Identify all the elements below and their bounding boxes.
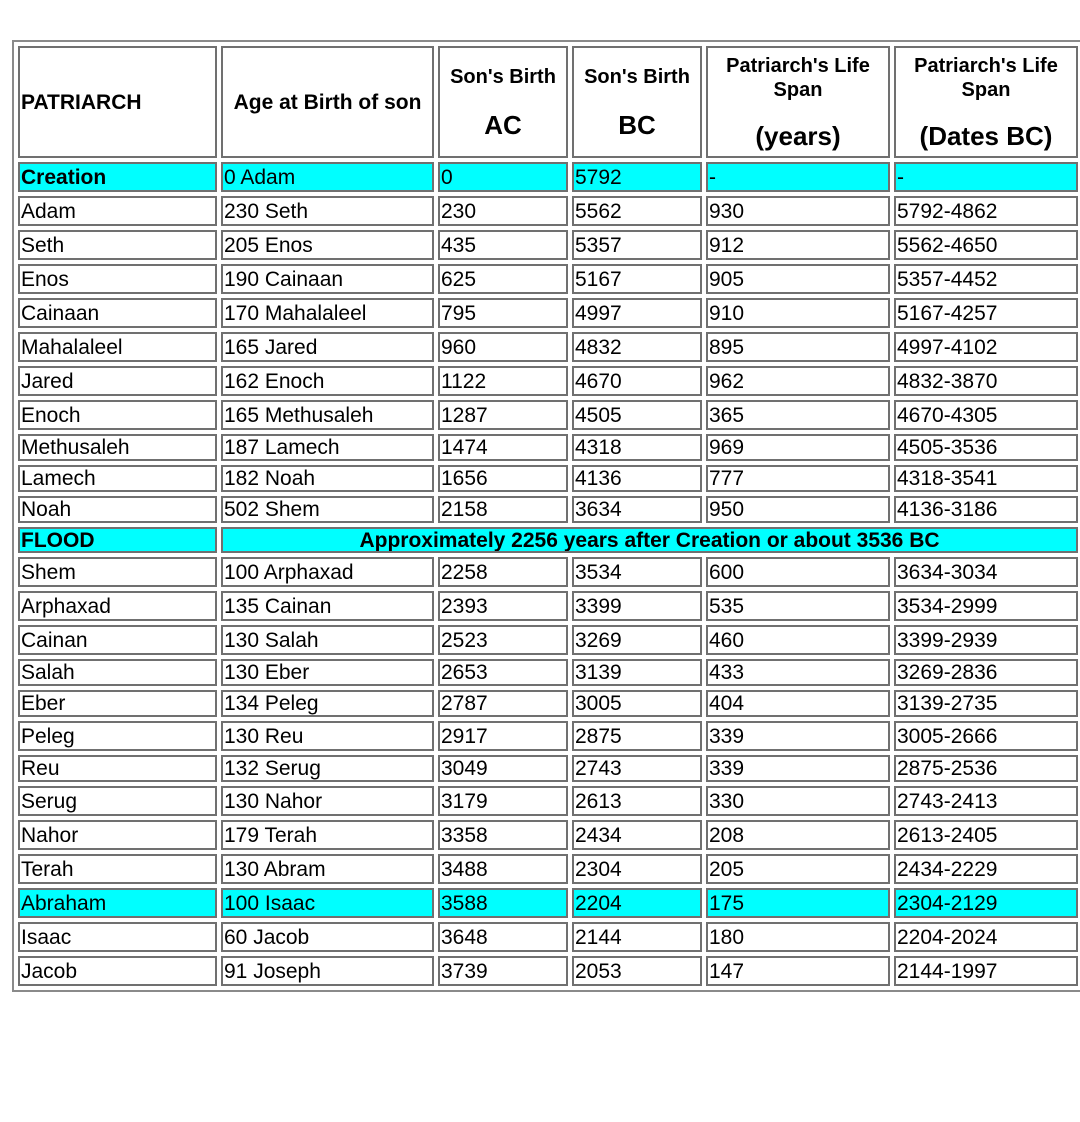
cell-bc: 2204 xyxy=(572,888,702,918)
cell-bc: 3534 xyxy=(572,557,702,587)
header-patriarch: PATRIARCH xyxy=(18,46,217,158)
cell-bc: 4832 xyxy=(572,332,702,362)
header-life-span-dates-unit: (Dates BC) xyxy=(919,121,1053,151)
cell-dates: 4832-3870 xyxy=(894,366,1078,396)
header-son-birth-ac-label: Son's Birth xyxy=(450,66,556,88)
table-row xyxy=(18,298,1078,328)
cell-bc: 3269 xyxy=(572,625,702,655)
cell-age-son: 182 Noah xyxy=(221,465,434,492)
cell-patriarch: Lamech xyxy=(18,465,217,492)
cell-age-son: 165 Methusaleh xyxy=(221,400,434,430)
cell-dates: 2304-2129 xyxy=(894,888,1078,918)
cell-bc: 4997 xyxy=(572,298,702,328)
flood-message: Approximately 2256 years after Creation or about 3536 BC xyxy=(221,527,1078,553)
cell-bc: 5167 xyxy=(572,264,702,294)
cell-age-son: 162 Enoch xyxy=(221,366,434,396)
cell-years: 905 xyxy=(706,264,890,294)
cell-years: 962 xyxy=(706,366,890,396)
cell-years: 404 xyxy=(706,690,890,717)
cell-ac: 1122 xyxy=(438,366,568,396)
cell-ac: 2653 xyxy=(438,659,568,686)
cell-ac: 2523 xyxy=(438,625,568,655)
cell-years: 208 xyxy=(706,820,890,850)
header-life-span-years xyxy=(706,46,890,158)
cell-patriarch: Jared xyxy=(18,366,217,396)
cell-years: 433 xyxy=(706,659,890,686)
cell-years: 777 xyxy=(706,465,890,492)
cell-dates: 2434-2229 xyxy=(894,854,1078,884)
cell-years: 339 xyxy=(706,721,890,751)
cell-years: 175 xyxy=(706,888,890,918)
cell-patriarch: Eber xyxy=(18,690,217,717)
cell-years: 460 xyxy=(706,625,890,655)
cell-ac: 2917 xyxy=(438,721,568,751)
cell-years: 180 xyxy=(706,922,890,952)
cell-dates: 3139-2735 xyxy=(894,690,1078,717)
cell-dates: 2204-2024 xyxy=(894,922,1078,952)
table-row xyxy=(18,465,1078,492)
cell-bc: 2613 xyxy=(572,786,702,816)
cell-ac: 3588 xyxy=(438,888,568,918)
cell-bc: 2434 xyxy=(572,820,702,850)
cell-bc: 5792 xyxy=(572,162,702,192)
table-row xyxy=(18,755,1078,782)
header-son-birth-bc xyxy=(572,46,702,158)
table-row xyxy=(18,820,1078,850)
cell-ac: 1474 xyxy=(438,434,568,461)
cell-dates: 4505-3536 xyxy=(894,434,1078,461)
cell-ac: 2258 xyxy=(438,557,568,587)
cell-years: 930 xyxy=(706,196,890,226)
header-life-span-years-unit: (years) xyxy=(755,121,841,151)
header-son-birth-bc-label: Son's Birth xyxy=(584,66,690,88)
cell-years: 365 xyxy=(706,400,890,430)
creation-row xyxy=(18,162,1078,192)
cell-bc: 3139 xyxy=(572,659,702,686)
cell-patriarch: Abraham xyxy=(18,888,217,918)
table-row xyxy=(18,659,1078,686)
cell-ac: 795 xyxy=(438,298,568,328)
cell-years: 205 xyxy=(706,854,890,884)
cell-age-son: 230 Seth xyxy=(221,196,434,226)
cell-age-son: 130 Abram xyxy=(221,854,434,884)
cell-bc: 3634 xyxy=(572,496,702,523)
cell-ac: 960 xyxy=(438,332,568,362)
cell-age-son: 100 Arphaxad xyxy=(221,557,434,587)
table-row xyxy=(18,786,1078,816)
cell-age-son: 130 Eber xyxy=(221,659,434,686)
cell-dates: 3534-2999 xyxy=(894,591,1078,621)
cell-dates: 5357-4452 xyxy=(894,264,1078,294)
cell-patriarch: Seth xyxy=(18,230,217,260)
cell-age-son: 187 Lamech xyxy=(221,434,434,461)
cell-dates: 2613-2405 xyxy=(894,820,1078,850)
cell-patriarch: Peleg xyxy=(18,721,217,751)
header-life-span-years-label: Patriarch's Life Span xyxy=(726,55,870,101)
cell-patriarch: Jacob xyxy=(18,956,217,986)
cell-age-son: 91 Joseph xyxy=(221,956,434,986)
cell-ac: 1656 xyxy=(438,465,568,492)
cell-bc: 3399 xyxy=(572,591,702,621)
cell-bc: 4136 xyxy=(572,465,702,492)
table-row xyxy=(18,332,1078,362)
cell-dates: 4670-4305 xyxy=(894,400,1078,430)
flood-row xyxy=(18,527,1078,553)
abraham-row xyxy=(18,888,1078,918)
cell-years: 339 xyxy=(706,755,890,782)
cell-dates: 3399-2939 xyxy=(894,625,1078,655)
cell-ac: 0 xyxy=(438,162,568,192)
cell-years: 969 xyxy=(706,434,890,461)
cell-patriarch: Creation xyxy=(18,162,217,192)
cell-age-son: 130 Reu xyxy=(221,721,434,751)
cell-dates: 2875-2536 xyxy=(894,755,1078,782)
table-row xyxy=(18,496,1078,523)
header-son-birth-ac-unit: AC xyxy=(484,110,522,140)
cell-patriarch: Cainaan xyxy=(18,298,217,328)
cell-dates: 3005-2666 xyxy=(894,721,1078,751)
table-row xyxy=(18,264,1078,294)
cell-patriarch: Adam xyxy=(18,196,217,226)
cell-bc: 2053 xyxy=(572,956,702,986)
table-row xyxy=(18,625,1078,655)
cell-dates: 2743-2413 xyxy=(894,786,1078,816)
cell-bc: 4505 xyxy=(572,400,702,430)
cell-patriarch: Methusaleh xyxy=(18,434,217,461)
header-life-span-dates xyxy=(894,46,1078,158)
cell-age-son: 179 Terah xyxy=(221,820,434,850)
cell-years: 600 xyxy=(706,557,890,587)
cell-ac: 3358 xyxy=(438,820,568,850)
cell-bc: 2743 xyxy=(572,755,702,782)
cell-patriarch: Salah xyxy=(18,659,217,686)
cell-age-son: 135 Cainan xyxy=(221,591,434,621)
cell-dates: 5167-4257 xyxy=(894,298,1078,328)
cell-ac: 625 xyxy=(438,264,568,294)
cell-years: - xyxy=(706,162,890,192)
header-life-span-dates-label: Patriarch's Life Span xyxy=(914,55,1058,101)
cell-years: 535 xyxy=(706,591,890,621)
cell-dates: - xyxy=(894,162,1078,192)
cell-ac: 3488 xyxy=(438,854,568,884)
cell-patriarch: Arphaxad xyxy=(18,591,217,621)
cell-dates: 2144-1997 xyxy=(894,956,1078,986)
cell-patriarch: Enos xyxy=(18,264,217,294)
cell-years: 912 xyxy=(706,230,890,260)
cell-patriarch: Nahor xyxy=(18,820,217,850)
cell-age-son: 134 Peleg xyxy=(221,690,434,717)
cell-age-son: 130 Salah xyxy=(221,625,434,655)
cell-years: 950 xyxy=(706,496,890,523)
cell-dates: 3269-2836 xyxy=(894,659,1078,686)
cell-patriarch: Shem xyxy=(18,557,217,587)
table-row xyxy=(18,400,1078,430)
cell-patriarch: Mahalaleel xyxy=(18,332,217,362)
table-row xyxy=(18,956,1078,986)
cell-patriarch: Serug xyxy=(18,786,217,816)
cell-age-son: 0 Adam xyxy=(221,162,434,192)
cell-bc: 2304 xyxy=(572,854,702,884)
cell-years: 910 xyxy=(706,298,890,328)
table-row xyxy=(18,366,1078,396)
cell-patriarch: Terah xyxy=(18,854,217,884)
cell-ac: 3049 xyxy=(438,755,568,782)
cell-bc: 5562 xyxy=(572,196,702,226)
cell-bc: 2144 xyxy=(572,922,702,952)
cell-patriarch: Reu xyxy=(18,755,217,782)
cell-bc: 2875 xyxy=(572,721,702,751)
cell-age-son: 130 Nahor xyxy=(221,786,434,816)
table-row xyxy=(18,854,1078,884)
patriarch-table xyxy=(12,40,1080,992)
table-row xyxy=(18,721,1078,751)
header-age-at-birth: Age at Birth of son xyxy=(221,46,434,158)
cell-patriarch: Isaac xyxy=(18,922,217,952)
cell-age-son: 502 Shem xyxy=(221,496,434,523)
cell-ac: 3648 xyxy=(438,922,568,952)
cell-dates: 4318-3541 xyxy=(894,465,1078,492)
cell-years: 147 xyxy=(706,956,890,986)
cell-bc: 5357 xyxy=(572,230,702,260)
cell-patriarch: Noah xyxy=(18,496,217,523)
table-row xyxy=(18,230,1078,260)
table-row xyxy=(18,591,1078,621)
table-row xyxy=(18,434,1078,461)
header-row xyxy=(18,46,1078,158)
cell-age-son: 190 Cainaan xyxy=(221,264,434,294)
cell-bc: 4670 xyxy=(572,366,702,396)
cell-ac: 435 xyxy=(438,230,568,260)
cell-years: 895 xyxy=(706,332,890,362)
flood-label: FLOOD xyxy=(18,527,217,553)
cell-age-son: 205 Enos xyxy=(221,230,434,260)
header-son-birth-bc-unit: BC xyxy=(618,110,656,140)
cell-ac: 2158 xyxy=(438,496,568,523)
table-row xyxy=(18,690,1078,717)
cell-age-son: 132 Serug xyxy=(221,755,434,782)
table-row xyxy=(18,196,1078,226)
patriarch-table-wrapper xyxy=(12,40,1080,992)
cell-dates: 5562-4650 xyxy=(894,230,1078,260)
cell-dates: 4136-3186 xyxy=(894,496,1078,523)
cell-bc: 4318 xyxy=(572,434,702,461)
cell-ac: 2787 xyxy=(438,690,568,717)
cell-ac: 1287 xyxy=(438,400,568,430)
table-row xyxy=(18,557,1078,587)
cell-ac: 230 xyxy=(438,196,568,226)
cell-age-son: 170 Mahalaleel xyxy=(221,298,434,328)
cell-age-son: 100 Isaac xyxy=(221,888,434,918)
cell-ac: 2393 xyxy=(438,591,568,621)
cell-dates: 5792-4862 xyxy=(894,196,1078,226)
table-row xyxy=(18,922,1078,952)
cell-dates: 4997-4102 xyxy=(894,332,1078,362)
cell-patriarch: Enoch xyxy=(18,400,217,430)
cell-patriarch: Cainan xyxy=(18,625,217,655)
cell-years: 330 xyxy=(706,786,890,816)
header-son-birth-ac xyxy=(438,46,568,158)
cell-age-son: 60 Jacob xyxy=(221,922,434,952)
cell-bc: 3005 xyxy=(572,690,702,717)
cell-ac: 3739 xyxy=(438,956,568,986)
cell-dates: 3634-3034 xyxy=(894,557,1078,587)
cell-age-son: 165 Jared xyxy=(221,332,434,362)
cell-ac: 3179 xyxy=(438,786,568,816)
